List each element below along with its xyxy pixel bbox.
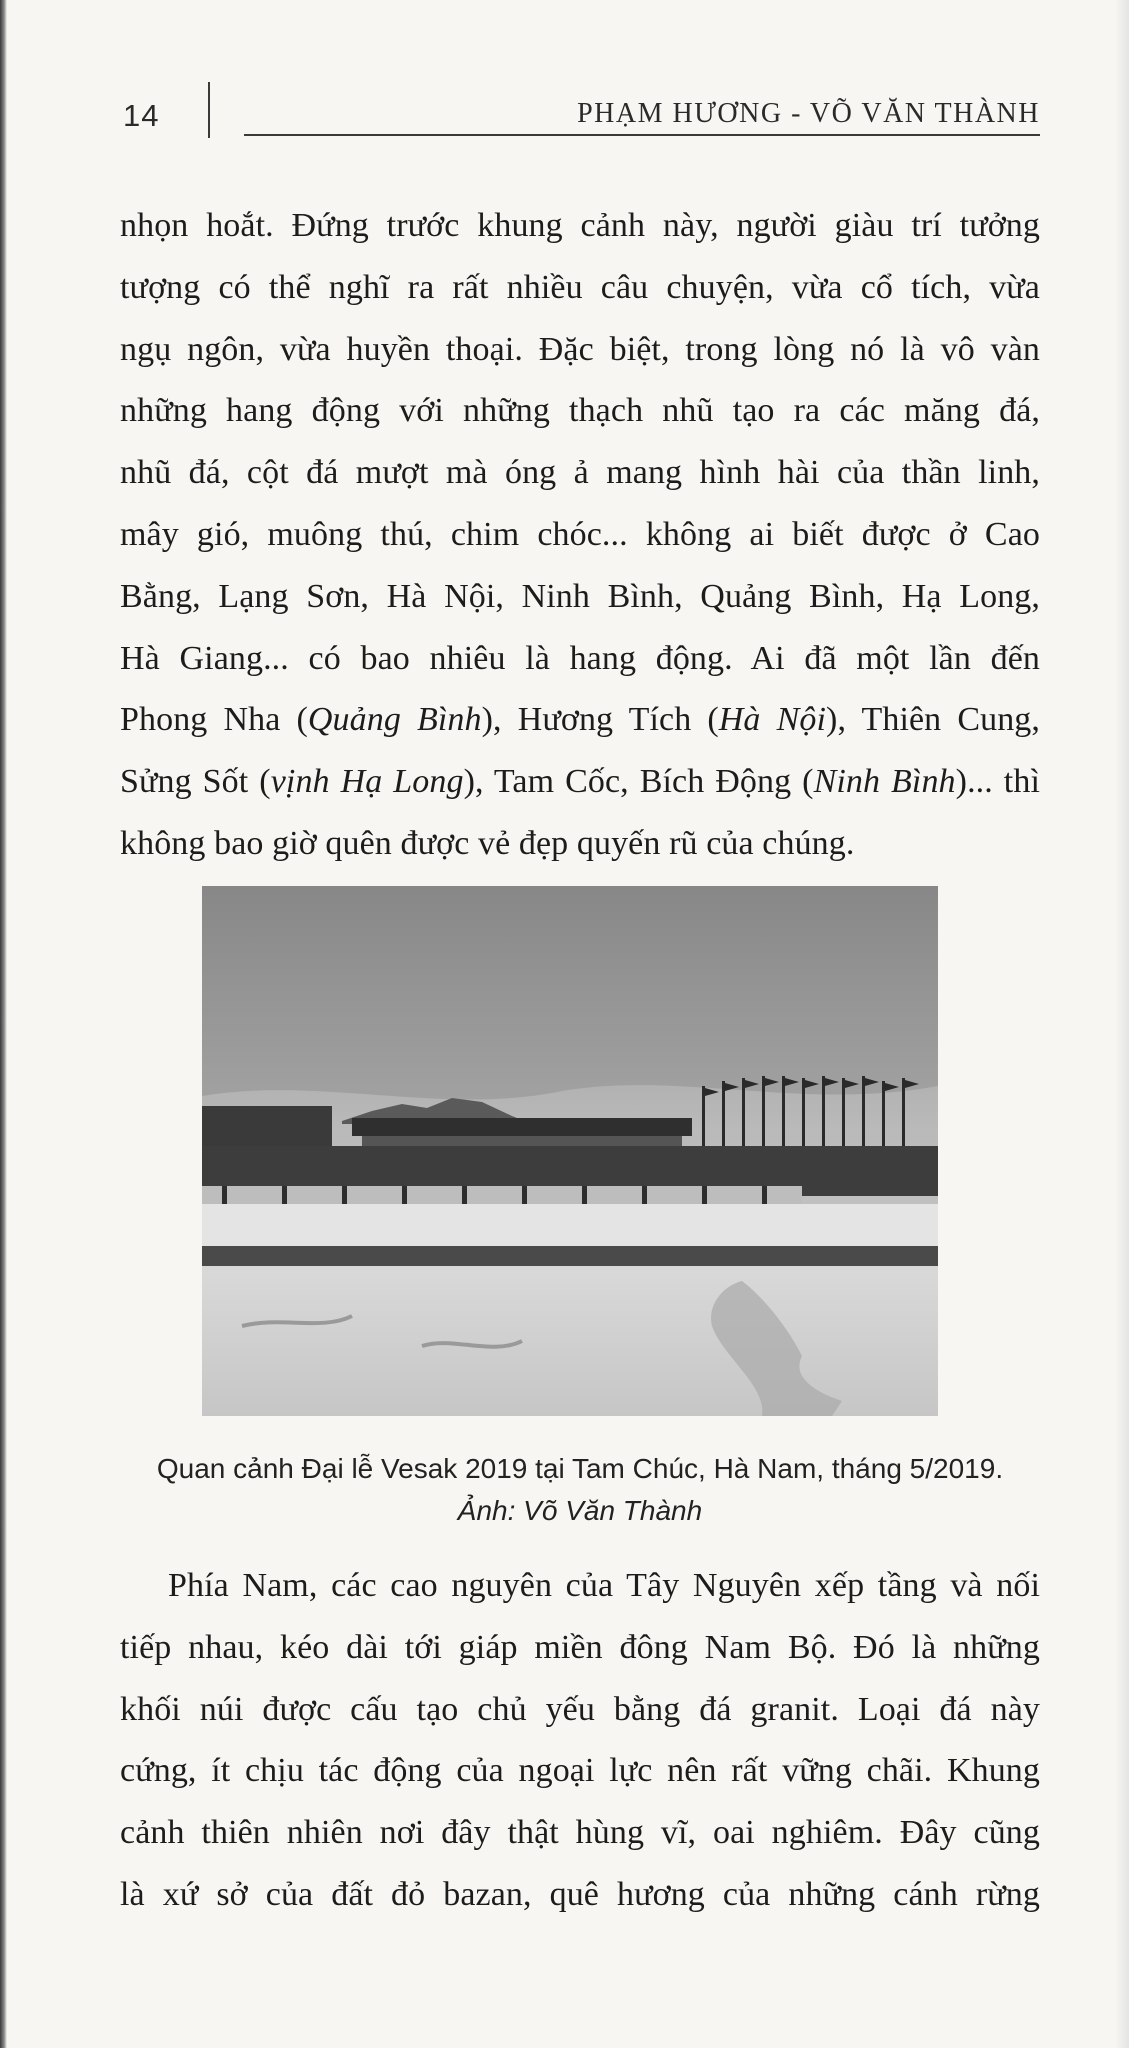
text-run: ), Thiên Cung,: [826, 701, 1041, 739]
running-head: PHẠM HƯƠNG - VÕ VĂN THÀNH: [577, 98, 1040, 129]
text-line: tượng có thể nghĩ ra rất nhiều câu chuyện, vừa cổ tích, vừa: [120, 268, 1040, 306]
text-line: cảnh thiên nhiên nơi đây thật hùng vĩ, oai nghiêm. Đây cũng: [120, 1814, 1040, 1852]
photo-vesak-tam-chuc: [202, 886, 938, 1416]
pavilion-roof: [352, 1118, 692, 1136]
page-edge-shadow: [1115, 0, 1129, 2048]
text-line: tiếp nhau, kéo dài tới giáp miền đông Nam Bộ. Đó là những: [120, 1628, 1040, 1666]
border-stripe: [202, 1246, 938, 1266]
plaza-floor: [202, 1266, 938, 1416]
text-run: Sửng Sốt (: [120, 763, 271, 801]
text-line: nhọn hoắt. Đứng trước khung cảnh này, người giàu trí tưởng: [120, 207, 1040, 244]
text-run: Phong Nha (: [120, 701, 308, 739]
text-line: không bao giờ quên được vẻ đẹp quyến rũ của chúng.: [120, 824, 855, 862]
italic-run: vịnh Hạ Long: [270, 763, 464, 801]
paragraph-1: [120, 195, 1040, 875]
text-line: Phía Nam, các cao nguyên của Tây Nguyên xếp tầng và nối: [168, 1567, 1040, 1604]
italic-run: Hà Nội: [718, 701, 827, 739]
text-line: nhũ đá, cột đá mượt mà óng ả mang hình hài của thần linh,: [120, 454, 1040, 492]
text-run: ), Hương Tích (: [481, 701, 719, 739]
text-line: [120, 751, 1040, 813]
clouds: [202, 886, 938, 1100]
page-header: [0, 0, 1129, 150]
page-number: 14: [123, 98, 160, 133]
tree-line-left: [202, 1106, 332, 1146]
text-run: )... thì: [955, 763, 1040, 801]
spine-shadow: [0, 0, 7, 2048]
text-line: [120, 689, 1040, 751]
text-line: khối núi được cấu tạo chủ yếu bằng đá granit. Loại đá này: [120, 1690, 1040, 1728]
text-line: những hang động với những thạch nhũ tạo ra các măng đá,: [120, 392, 1040, 430]
photo-illustration: [202, 886, 938, 1416]
header-rule: [244, 134, 1040, 136]
italic-run: Ninh Bình: [813, 763, 956, 801]
photo-credit: Ảnh: Võ Văn Thành: [457, 1495, 703, 1526]
text-line: Hà Giang... có bao nhiêu là hang động. Ai đã một lần đến: [120, 639, 1040, 677]
caption-text: Quan cảnh Đại lễ Vesak 2019 tại Tam Chúc, Hà Nam, tháng 5/2019.: [156, 1453, 1004, 1484]
figure-caption: [120, 1448, 1040, 1532]
header-divider: [208, 82, 210, 138]
italic-run: Quảng Bình: [307, 701, 482, 739]
balustrade: [202, 1186, 802, 1204]
text-line: cứng, ít chịu tác động của ngoại lực nên rất vững chãi. Khung: [120, 1752, 1040, 1790]
text-run: ), Tam Cốc, Bích Động (: [463, 763, 814, 801]
text-line: mây gió, muông thú, chim chóc... không ai biết được ở Cao: [120, 515, 1040, 553]
text-line: ngụ ngôn, vừa huyền thoại. Đặc biệt, trong lòng nó là vô vàn: [120, 330, 1040, 368]
text-line: là xứ sở của đất đỏ bazan, quê hương của những cánh rừng: [120, 1875, 1040, 1913]
plaza-far: [202, 1204, 938, 1248]
text-line: Bằng, Lạng Sơn, Hà Nội, Ninh Bình, Quảng Bình, Hạ Long,: [120, 577, 1040, 615]
paragraph-2: [120, 1555, 1040, 1926]
